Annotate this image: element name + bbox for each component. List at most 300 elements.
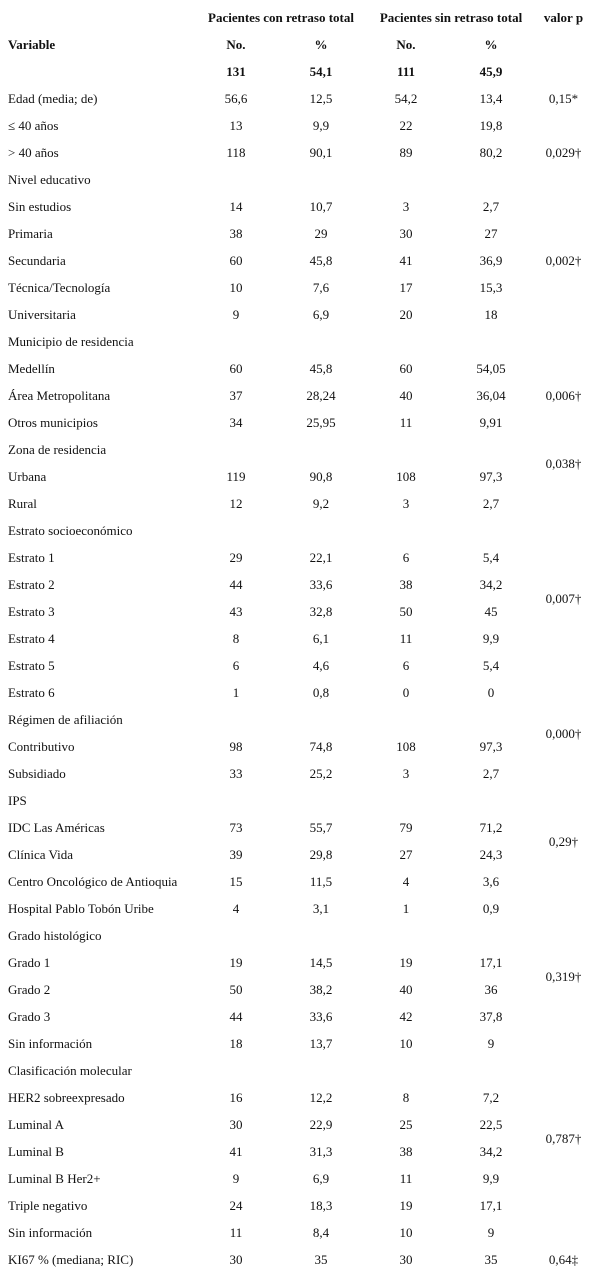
percent-with-delay-cell: 35 <box>314 1252 328 1267</box>
count-without-delay-cell <box>366 328 446 355</box>
table-row <box>0 139 591 166</box>
totals-empty-cell <box>536 58 591 85</box>
count-with-delay-cell: 44 <box>229 1009 243 1024</box>
row-label: Estrato 6 <box>8 685 55 700</box>
table-row <box>0 1246 591 1273</box>
row-label: HER2 sobreexpresado <box>8 1090 125 1105</box>
table-row <box>0 976 591 1003</box>
table-row <box>0 625 591 652</box>
section-heading: Zona de residencia <box>8 442 107 457</box>
percent-without-delay-cell: 13,4 <box>479 91 503 106</box>
percent-without-delay-cell: 0 <box>487 685 495 700</box>
row-label: Estrato 1 <box>8 550 55 565</box>
table-row <box>0 274 591 301</box>
count-without-delay-cell: 20 <box>399 307 413 322</box>
count-with-delay-cell: 60 <box>229 361 243 376</box>
percent-without-delay-cell: 3,6 <box>482 874 500 889</box>
percent-with-delay-cell: 25,2 <box>309 766 333 781</box>
pvalue-cell <box>536 1030 591 1057</box>
row-label: Grado 2 <box>8 982 51 997</box>
row-label: Medellín <box>8 361 55 376</box>
row-label: Sin información <box>8 1036 93 1051</box>
table-row <box>0 1111 591 1138</box>
count-with-delay-cell <box>196 922 276 949</box>
count-with-delay-cell: 56,6 <box>224 91 248 106</box>
row-label: Secundaria <box>8 253 66 268</box>
pvalue-cell <box>536 274 591 301</box>
percent-with-delay-cell: 29,8 <box>309 847 333 862</box>
percent-without-delay-cell: 7,2 <box>482 1090 500 1105</box>
percent-without-delay-cell: 71,2 <box>479 820 503 835</box>
count-with-delay-cell: 118 <box>226 145 246 160</box>
total-percent-without-delay: 45,9 <box>479 64 503 79</box>
percent-without-delay-cell: 35 <box>484 1252 498 1267</box>
percent-without-delay-cell: 45 <box>484 604 498 619</box>
count-with-delay-cell: 44 <box>229 577 243 592</box>
count-with-delay-cell: 12 <box>229 496 243 511</box>
table-row <box>0 814 591 841</box>
section-heading: Régimen de afiliación <box>8 712 123 727</box>
count-with-delay-cell: 9 <box>232 307 240 322</box>
percent-without-delay-cell: 15,3 <box>479 280 503 295</box>
percent-without-delay-cell: 18 <box>484 307 498 322</box>
percent-without-delay-cell: 37,8 <box>479 1009 503 1024</box>
count-without-delay-cell <box>366 922 446 949</box>
percent-with-delay-cell: 74,8 <box>309 739 333 754</box>
table-row <box>0 895 591 922</box>
row-label: Universitaria <box>8 307 76 322</box>
total-percent-with-delay: 54,1 <box>309 64 333 79</box>
table-row <box>0 949 591 976</box>
percent-with-delay-cell: 6,1 <box>312 631 330 646</box>
results-table <box>0 4 591 1273</box>
count-without-delay-cell: 0 <box>402 685 410 700</box>
count-with-delay-cell: 119 <box>226 469 246 484</box>
percent-without-delay-cell: 97,3 <box>479 469 503 484</box>
pvalue-cell: 0,000† <box>545 725 582 741</box>
count-with-delay-cell: 33 <box>229 766 243 781</box>
pvalue-cell <box>536 895 591 922</box>
row-label: > 40 años <box>8 145 59 160</box>
percent-without-delay-cell: 27 <box>484 226 498 241</box>
count-with-delay-cell <box>196 1057 276 1084</box>
count-with-delay-cell: 39 <box>229 847 243 862</box>
count-with-delay-cell: 60 <box>229 253 243 268</box>
count-without-delay-cell: 1 <box>402 901 410 916</box>
percent-without-delay-cell <box>446 328 536 355</box>
count-without-delay-cell <box>366 436 446 463</box>
count-without-delay-cell: 22 <box>399 118 413 133</box>
percent-with-delay-cell: 12,5 <box>309 91 333 106</box>
section-heading: Clasificación molecular <box>8 1063 132 1078</box>
percent-without-delay-cell: 9,9 <box>482 1171 500 1186</box>
count-without-delay-cell: 10 <box>399 1225 413 1240</box>
count-without-delay-cell: 6 <box>402 550 410 565</box>
count-without-delay-cell: 41 <box>399 253 413 268</box>
count-with-delay-cell: 37 <box>229 388 243 403</box>
count-without-delay-cell: 11 <box>399 1171 413 1186</box>
count-with-delay-cell: 29 <box>229 550 243 565</box>
pvalue-cell <box>536 166 591 193</box>
percent-without-delay-cell: 9,91 <box>479 415 503 430</box>
count-with-delay-cell <box>196 436 276 463</box>
count-with-delay-cell: 4 <box>232 901 240 916</box>
count-with-delay-cell: 11 <box>229 1225 243 1240</box>
percent-without-delay-cell: 9,9 <box>482 631 500 646</box>
count-with-delay-cell: 30 <box>229 1252 243 1267</box>
count-without-delay-cell: 10 <box>399 1036 413 1051</box>
count-with-delay-cell: 1 <box>232 685 240 700</box>
count-with-delay-cell: 15 <box>229 874 243 889</box>
section-heading: IPS <box>8 793 27 808</box>
percent-without-delay-cell: 17,1 <box>479 955 503 970</box>
section-heading-row <box>0 922 591 949</box>
section-heading-row <box>0 1057 591 1084</box>
count-with-delay-cell: 8 <box>232 631 240 646</box>
percent-with-delay-cell: 28,24 <box>306 388 336 403</box>
percent-without-delay-cell: 54,05 <box>476 361 506 376</box>
table-row <box>0 193 591 220</box>
percent-with-delay-cell: 8,4 <box>312 1225 330 1240</box>
row-label: Estrato 3 <box>8 604 55 619</box>
count-without-delay-cell: 38 <box>399 577 413 592</box>
percent-without-delay-cell <box>446 706 536 733</box>
pvalue-cell: 0,002† <box>545 253 582 268</box>
count-without-delay-cell <box>366 517 446 544</box>
pvalue-cell <box>536 220 591 247</box>
percent-with-delay-cell: 0,8 <box>312 685 330 700</box>
count-without-delay-cell: 3 <box>402 199 410 214</box>
table-row <box>0 112 591 139</box>
percent-with-delay-cell: 6,9 <box>312 307 330 322</box>
count-without-delay-cell: 89 <box>399 145 413 160</box>
percent-without-delay-cell: 97,3 <box>479 739 503 754</box>
row-label: Hospital Pablo Tobón Uribe <box>8 901 154 916</box>
table-row <box>0 382 591 409</box>
count-with-delay-cell <box>196 706 276 733</box>
percent-without-delay-cell: 17,1 <box>479 1198 503 1213</box>
percent-without-delay-cell: 24,3 <box>479 847 503 862</box>
pvalue-cell: 0,038† <box>545 455 582 471</box>
row-label: Edad (media; de) <box>8 91 98 106</box>
count-without-delay-cell <box>366 1057 446 1084</box>
count-with-delay-cell: 73 <box>229 820 243 835</box>
group-header-row <box>0 4 591 31</box>
row-label: Clínica Vida <box>8 847 74 862</box>
percent-without-delay-cell <box>446 166 536 193</box>
percent-with-delay-cell: 9,2 <box>312 496 330 511</box>
count-without-delay-cell: 3 <box>402 766 410 781</box>
totals-empty-cell <box>0 58 196 85</box>
column-header-row <box>0 31 591 58</box>
percent-with-delay-cell: 32,8 <box>309 604 333 619</box>
table-row <box>0 1030 591 1057</box>
count-with-delay-cell: 98 <box>229 739 243 754</box>
section-heading: Nivel educativo <box>8 172 91 187</box>
percent-without-delay-cell: 5,4 <box>482 550 500 565</box>
table-row <box>0 571 591 598</box>
count-without-delay-cell: 19 <box>399 955 413 970</box>
percent-with-delay-cell: 7,6 <box>312 280 330 295</box>
percent-without-delay-cell: 36,04 <box>476 388 506 403</box>
group-header-with-delay: Pacientes con retraso total <box>208 10 354 25</box>
count-without-delay-cell: 6 <box>402 658 410 673</box>
pvalue-cell <box>536 409 591 436</box>
count-with-delay-cell: 6 <box>232 658 240 673</box>
count-without-delay-cell: 19 <box>399 1198 413 1213</box>
results-table-body <box>0 4 591 1273</box>
count-without-delay-cell: 40 <box>399 388 413 403</box>
percent-without-delay-cell: 34,2 <box>479 577 503 592</box>
percent-without-delay-cell <box>446 922 536 949</box>
count-with-delay-cell: 24 <box>229 1198 243 1213</box>
row-label: IDC Las Américas <box>8 820 105 835</box>
count-without-delay-cell: 108 <box>396 739 416 754</box>
percent-with-delay-cell: 13,7 <box>309 1036 333 1051</box>
pvalue-cell: 0,29† <box>548 833 579 849</box>
pvalue-cell: 0,15* <box>548 91 579 106</box>
pvalue-cell: 0,029† <box>545 145 582 160</box>
row-label: Rural <box>8 496 37 511</box>
table-row <box>0 841 591 868</box>
percent-with-delay-cell: 29 <box>314 226 328 241</box>
row-label: Sin estudios <box>8 199 72 214</box>
section-heading-row <box>0 328 591 355</box>
count-with-delay-cell <box>196 787 276 814</box>
row-label: Sin información <box>8 1225 93 1240</box>
percent-with-delay-cell: 11,5 <box>309 874 333 889</box>
percent-without-delay-cell: 9 <box>487 1225 495 1240</box>
percent-with-delay-cell <box>276 787 366 814</box>
pvalue-cell: 0,64‡ <box>548 1252 579 1267</box>
header-empty-cell <box>0 4 196 31</box>
pvalue-cell <box>536 760 591 787</box>
percent-with-delay-cell: 6,9 <box>312 1171 330 1186</box>
pvalue-cell: 0,787† <box>545 1130 582 1146</box>
row-label: Estrato 4 <box>8 631 55 646</box>
percent-with-delay-cell: 45,8 <box>309 253 333 268</box>
percent-without-delay-cell: 36,9 <box>479 253 503 268</box>
section-heading-row <box>0 166 591 193</box>
percent-without-delay-cell <box>446 787 536 814</box>
count-without-delay-cell: 25 <box>399 1117 413 1132</box>
percent-without-delay-cell <box>446 517 536 544</box>
count-header-without-delay: No. <box>396 37 416 52</box>
table-row <box>0 760 591 787</box>
count-without-delay-cell: 54,2 <box>394 91 418 106</box>
row-label: ≤ 40 años <box>8 118 59 133</box>
pvalue-cell <box>536 679 591 706</box>
table-row <box>0 868 591 895</box>
section-heading-row <box>0 706 591 733</box>
table-row <box>0 85 591 112</box>
pvalue-cell <box>536 193 591 220</box>
row-label: Primaria <box>8 226 53 241</box>
row-label: Luminal B Her2+ <box>8 1171 101 1186</box>
percent-without-delay-cell: 2,7 <box>482 766 500 781</box>
percent-without-delay-cell: 2,7 <box>482 199 500 214</box>
percent-with-delay-cell: 38,2 <box>309 982 333 997</box>
table-row <box>0 544 591 571</box>
row-label: Estrato 5 <box>8 658 55 673</box>
percent-with-delay-cell: 18,3 <box>309 1198 333 1213</box>
percent-without-delay-cell: 0,9 <box>482 901 500 916</box>
row-label: Luminal A <box>8 1117 64 1132</box>
table-row <box>0 1192 591 1219</box>
percent-with-delay-cell <box>276 166 366 193</box>
row-label: Grado 1 <box>8 955 51 970</box>
percent-with-delay-cell: 12,2 <box>309 1090 333 1105</box>
percent-with-delay-cell <box>276 436 366 463</box>
count-with-delay-cell: 41 <box>229 1144 243 1159</box>
table-row <box>0 598 591 625</box>
percent-with-delay-cell <box>276 517 366 544</box>
count-without-delay-cell: 17 <box>399 280 413 295</box>
section-heading: Estrato socioeconómico <box>8 523 133 538</box>
count-without-delay-cell: 42 <box>399 1009 413 1024</box>
count-without-delay-cell: 27 <box>399 847 413 862</box>
percent-with-delay-cell: 31,3 <box>309 1144 333 1159</box>
count-without-delay-cell: 79 <box>399 820 413 835</box>
total-count-with-delay: 131 <box>226 64 246 79</box>
count-without-delay-cell: 11 <box>399 415 413 430</box>
pvalue-header: valor p <box>543 10 584 25</box>
percent-with-delay-cell: 4,6 <box>312 658 330 673</box>
percent-without-delay-cell: 34,2 <box>479 1144 503 1159</box>
count-with-delay-cell: 38 <box>229 226 243 241</box>
row-label: Estrato 2 <box>8 577 55 592</box>
count-with-delay-cell: 19 <box>229 955 243 970</box>
count-without-delay-cell <box>366 166 446 193</box>
percent-header-with-delay: % <box>314 37 328 52</box>
percent-without-delay-cell: 5,4 <box>482 658 500 673</box>
table-row <box>0 247 591 274</box>
table-row <box>0 1084 591 1111</box>
table-row <box>0 1138 591 1165</box>
count-with-delay-cell: 13 <box>229 118 243 133</box>
count-with-delay-cell: 34 <box>229 415 243 430</box>
count-header-with-delay: No. <box>226 37 246 52</box>
count-without-delay-cell: 108 <box>396 469 416 484</box>
row-label: Área Metropolitana <box>8 388 111 403</box>
table-row <box>0 355 591 382</box>
percent-without-delay-cell: 22,5 <box>479 1117 503 1132</box>
table-row <box>0 1003 591 1030</box>
table-row <box>0 409 591 436</box>
count-without-delay-cell: 30 <box>399 226 413 241</box>
percent-with-delay-cell: 90,8 <box>309 469 333 484</box>
count-without-delay-cell: 8 <box>402 1090 410 1105</box>
pvalue-cell <box>536 301 591 328</box>
table-row <box>0 490 591 517</box>
percent-with-delay-cell <box>276 706 366 733</box>
section-heading-row <box>0 436 591 463</box>
total-count-without-delay: 111 <box>396 64 416 79</box>
percent-with-delay-cell: 22,1 <box>309 550 333 565</box>
count-without-delay-cell: 40 <box>399 982 413 997</box>
percent-without-delay-cell: 19,8 <box>479 118 503 133</box>
count-without-delay-cell <box>366 787 446 814</box>
row-label: Grado 3 <box>8 1009 51 1024</box>
percent-with-delay-cell: 9,9 <box>312 118 330 133</box>
pvalue-cell <box>536 1219 591 1246</box>
pvalue-cell <box>536 490 591 517</box>
group-header-without-delay: Pacientes sin retraso total <box>379 10 523 25</box>
row-label: Urbana <box>8 469 47 484</box>
percent-header-without-delay: % <box>484 37 498 52</box>
row-label: KI67 % (mediana; RIC) <box>8 1252 134 1267</box>
count-with-delay-cell <box>196 328 276 355</box>
percent-with-delay-cell: 14,5 <box>309 955 333 970</box>
percent-without-delay-cell: 9 <box>487 1036 495 1051</box>
count-with-delay-cell: 16 <box>229 1090 243 1105</box>
percent-with-delay-cell <box>276 922 366 949</box>
row-label: Técnica/Tecnología <box>8 280 111 295</box>
row-label: Luminal B <box>8 1144 64 1159</box>
percent-without-delay-cell: 36 <box>484 982 498 997</box>
table-row <box>0 652 591 679</box>
percent-without-delay-cell <box>446 1057 536 1084</box>
count-with-delay-cell: 30 <box>229 1117 243 1132</box>
percent-without-delay-cell: 2,7 <box>482 496 500 511</box>
row-label: Subsidiado <box>8 766 66 781</box>
count-with-delay-cell: 18 <box>229 1036 243 1051</box>
pvalue-cell: 0,319† <box>545 968 582 984</box>
percent-with-delay-cell: 90,1 <box>309 145 333 160</box>
section-heading-row <box>0 517 591 544</box>
section-heading: Municipio de residencia <box>8 334 134 349</box>
count-without-delay-cell: 30 <box>399 1252 413 1267</box>
count-with-delay-cell: 10 <box>229 280 243 295</box>
count-with-delay-cell: 9 <box>232 1171 240 1186</box>
percent-with-delay-cell: 22,9 <box>309 1117 333 1132</box>
percent-without-delay-cell <box>446 436 536 463</box>
table-row <box>0 733 591 760</box>
section-heading: Grado histológico <box>8 928 102 943</box>
count-without-delay-cell <box>366 706 446 733</box>
count-without-delay-cell: 50 <box>399 604 413 619</box>
table-row <box>0 1165 591 1192</box>
percent-without-delay-cell: 80,2 <box>479 145 503 160</box>
percent-with-delay-cell <box>276 1057 366 1084</box>
pvalue-cell <box>536 328 591 355</box>
section-heading-row <box>0 787 591 814</box>
table-row <box>0 220 591 247</box>
percent-with-delay-cell: 45,8 <box>309 361 333 376</box>
count-with-delay-cell <box>196 166 276 193</box>
table-row <box>0 463 591 490</box>
table-row <box>0 301 591 328</box>
pvalue-cell: 0,006† <box>545 388 582 403</box>
percent-with-delay-cell: 33,6 <box>309 577 333 592</box>
pvalue-cell: 0,007† <box>545 590 582 606</box>
row-label: Contributivo <box>8 739 75 754</box>
count-with-delay-cell: 50 <box>229 982 243 997</box>
table-row <box>0 679 591 706</box>
count-with-delay-cell: 14 <box>229 199 243 214</box>
percent-with-delay-cell: 55,7 <box>309 820 333 835</box>
percent-with-delay-cell <box>276 328 366 355</box>
count-without-delay-cell: 38 <box>399 1144 413 1159</box>
totals-row <box>0 58 591 85</box>
percent-with-delay-cell: 10,7 <box>309 199 333 214</box>
percent-with-delay-cell: 3,1 <box>312 901 330 916</box>
count-with-delay-cell <box>196 517 276 544</box>
row-label: Otros municipios <box>8 415 98 430</box>
table-row <box>0 1219 591 1246</box>
row-label: Triple negativo <box>8 1198 88 1213</box>
percent-with-delay-cell: 25,95 <box>306 415 336 430</box>
